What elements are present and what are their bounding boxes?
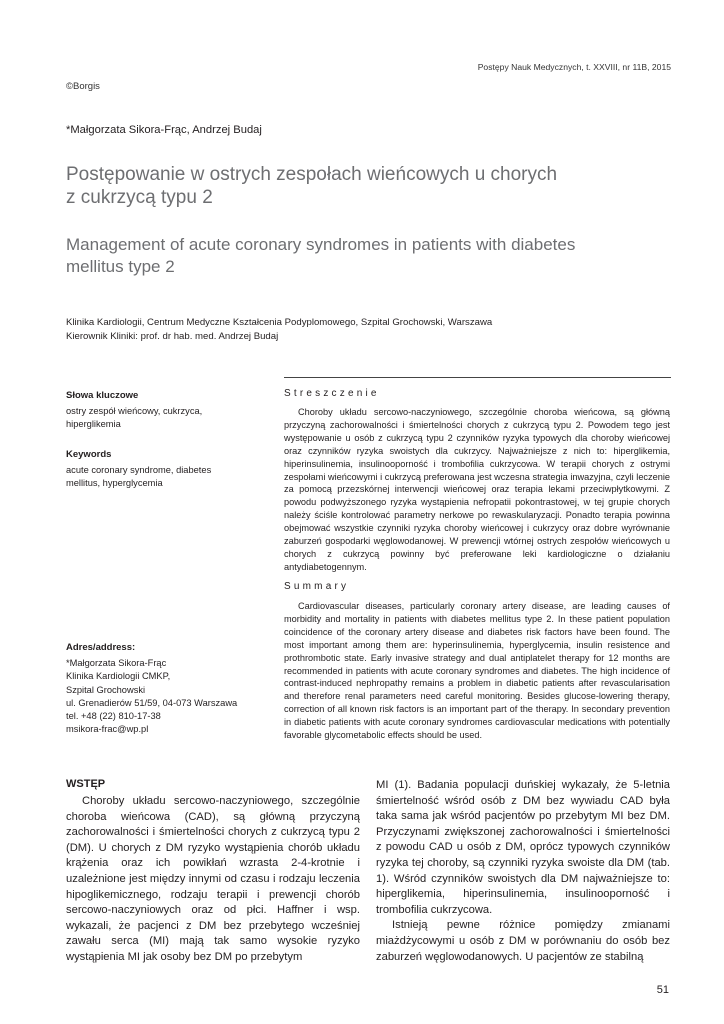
journal-header: Postępy Nauk Medycznych, t. XXVIII, nr 11B, 2015: [477, 62, 671, 72]
address-email[interactable]: msikora-frac@wp.pl: [66, 724, 149, 735]
keywords-english-heading: Keywords: [66, 449, 112, 460]
affiliation-line: Klinika Kardiologii, Centrum Medyczne Kształcenia Podyplomowego, Szpital Grochowski, Warszawa: [66, 317, 493, 328]
body-column-right: [376, 778, 670, 965]
title-polish-line: z cukrzycą typu 2: [66, 187, 213, 208]
address-line: ul. Grenadierów 51/59, 04-073 Warszawa: [66, 697, 238, 708]
address-line: *Małgorzata Sikora-Frąc: [66, 658, 167, 669]
section-heading-wstep: WSTĘP: [66, 778, 106, 790]
correspondence-address: [66, 641, 271, 736]
keywords-english: [66, 448, 271, 491]
keywords-polish: [66, 389, 271, 432]
address-line: Klinika Kardiologii CMKP,: [66, 671, 171, 682]
title-english: [66, 234, 666, 278]
body-paragraph: MI (1). Badania populacji duńskiej wykazały, że 5-letnia śmiertelność wśród osób z DM bez wywiadu CAD była taka sama jak wśród pacjentów po przebytym MI bez DM. Przyczynami zwiększonej zachorowalności i śmiertelności z powodu CAD u osób z DM, oprócz typowych czynników ryzyka tej choroby, są czynniki ryzyka swoiste dla DM (tab. 1). Wśród czynników swoistych dla DM najważniejsze to: hiperglikemia, hiperinsulinemia, insulinooporność i trombofilia cukrzycowa.: [376, 779, 670, 916]
keywords-polish-line: hiperglikemia: [66, 419, 121, 430]
address-line: Szpital Grochowski: [66, 684, 146, 695]
address-line: tel. +48 (22) 810-17-38: [66, 711, 161, 722]
streszczenie-heading: Streszczenie: [284, 388, 380, 399]
divider: [284, 377, 671, 378]
summary-heading: Summary: [284, 581, 350, 592]
affiliation: [66, 316, 492, 344]
keywords-english-line: acute coronary syndrome, diabetes: [66, 465, 212, 476]
streszczenie-text: Choroby układu sercowo-naczyniowego, szczególnie choroba wieńcowa, są główną przyczyną zachorowalności i śmiertelności chorych z cukrzycą typu 2. Powodem tego jest występowanie u osób z cukrzycą typu 2 czynników ryzyka typowych dla choroby wieńcowej oraz czynników ryzyka swoistych dla cukrzycy. Najważniejsze z nich to: hiperglikemia, hiperinsulinemia, insulinooporność i trombofilia cukrzycowa. W terapii chorych z ostrymi zespołami wieńcowymi i cukrzycą preferowana jest wczesna strategia inwazyjna, czyli leczenie za pomocą przezskórnej interwencji wieńcowej oraz terapia lekami przeciwpłytkowymi. Z powodu podwyższonego ryzyka wystąpienia nefropatii pokontrastowej, w tej grupie chorych należy ściśle kontrolować parametry nerkowe po rewaskularyzacji. Ponadto terapia powinna obejmować wszystkie czynniki ryzyka choroby wieńcowej i cukrzycy oraz dobre wyrównanie zaburzeń gospodarki węglowodanowej. W prewencji wtórnej ostrych zespołów wieńcowych u chorych z cukrzycą powinny być preferowane leki kardiologiczne o działaniu antydiabetogennym.: [284, 407, 670, 572]
body-paragraph: Istnieją pewne różnice pomiędzy zmianami miażdżycowymi u osób z DM w porównaniu do osób bez zaburzeń węglowodanowych. U pacjentów ze stabilną: [376, 919, 670, 963]
streszczenie-body: [284, 406, 670, 574]
summary-text: Cardiovascular diseases, particularly coronary artery disease, are leading causes of morbidity and mortality in patients with diabetes mellitus type 2. In these patient population coincidence of the coronary artery disease and diabetes risk factors have been found. The most important among them are: hyperinsulinemia, hyperglycemia, insulin resistence and prothrombotic state. Early invasive strategy and dual antiplatelet therapy for 12 months are recommended in patients with acute coronary syndromes and diabetes. The high incidence of contrast-induced nephropathy remains a problem in diabetic patients after revascularisation and therefore renal parameters need careful monitoring. Besides glucose-lowering therapy, correction of all known risk factors is an important part of the therapy. In secondary prevention in diabetic patients with acute coronary syndromes cardiovascular medications with potentially favorable glycometabolic effects should be used.: [284, 601, 670, 741]
body-column-left: [66, 794, 360, 966]
title-english-line: mellitus type 2: [66, 257, 175, 276]
keywords-polish-line: ostry zespół wieńcowy, cukrzyca,: [66, 406, 203, 417]
publisher-mark: ©Borgis: [66, 81, 100, 92]
title-polish: [66, 163, 646, 209]
address-heading: Adres/address:: [66, 642, 136, 653]
authors: *Małgorzata Sikora-Frąc, Andrzej Budaj: [66, 124, 262, 136]
page-number: 51: [656, 984, 669, 996]
keywords-polish-heading: Słowa kluczowe: [66, 390, 139, 401]
keywords-english-line: mellitus, hyperglycemia: [66, 478, 163, 489]
body-paragraph: Choroby układu sercowo-naczyniowego, szczególnie choroba wieńcowa (CAD), są główną przyczyną zachorowalności i śmiertelności chorych z cukrzycą typu 2 (DM). U chorych z DM ryzyko wystąpienia chorób układu krążenia oraz ich powikłań wzrasta 2-4-krotnie i uzależnione jest między innymi od czasu i rodzaju leczenia hipoglikemicznego, rodzaju terapii i prewencji chorób sercowo-naczyniowych oraz od płci. Haffner i wsp. wykazali, że pacjenci z DM bez przebytego wcześniej zawału serca (MI) mają tak samo wysokie ryzyko wystąpienia MI jak osoby bez DM po przebytym: [66, 795, 360, 963]
title-english-line: Management of acute coronary syndromes in patients with diabetes: [66, 235, 576, 254]
title-polish-line: Postępowanie w ostrych zespołach wieńcowych u chorych: [66, 164, 558, 185]
affiliation-head: Kierownik Kliniki: prof. dr hab. med. Andrzej Budaj: [66, 331, 279, 342]
summary-body: [284, 600, 670, 742]
